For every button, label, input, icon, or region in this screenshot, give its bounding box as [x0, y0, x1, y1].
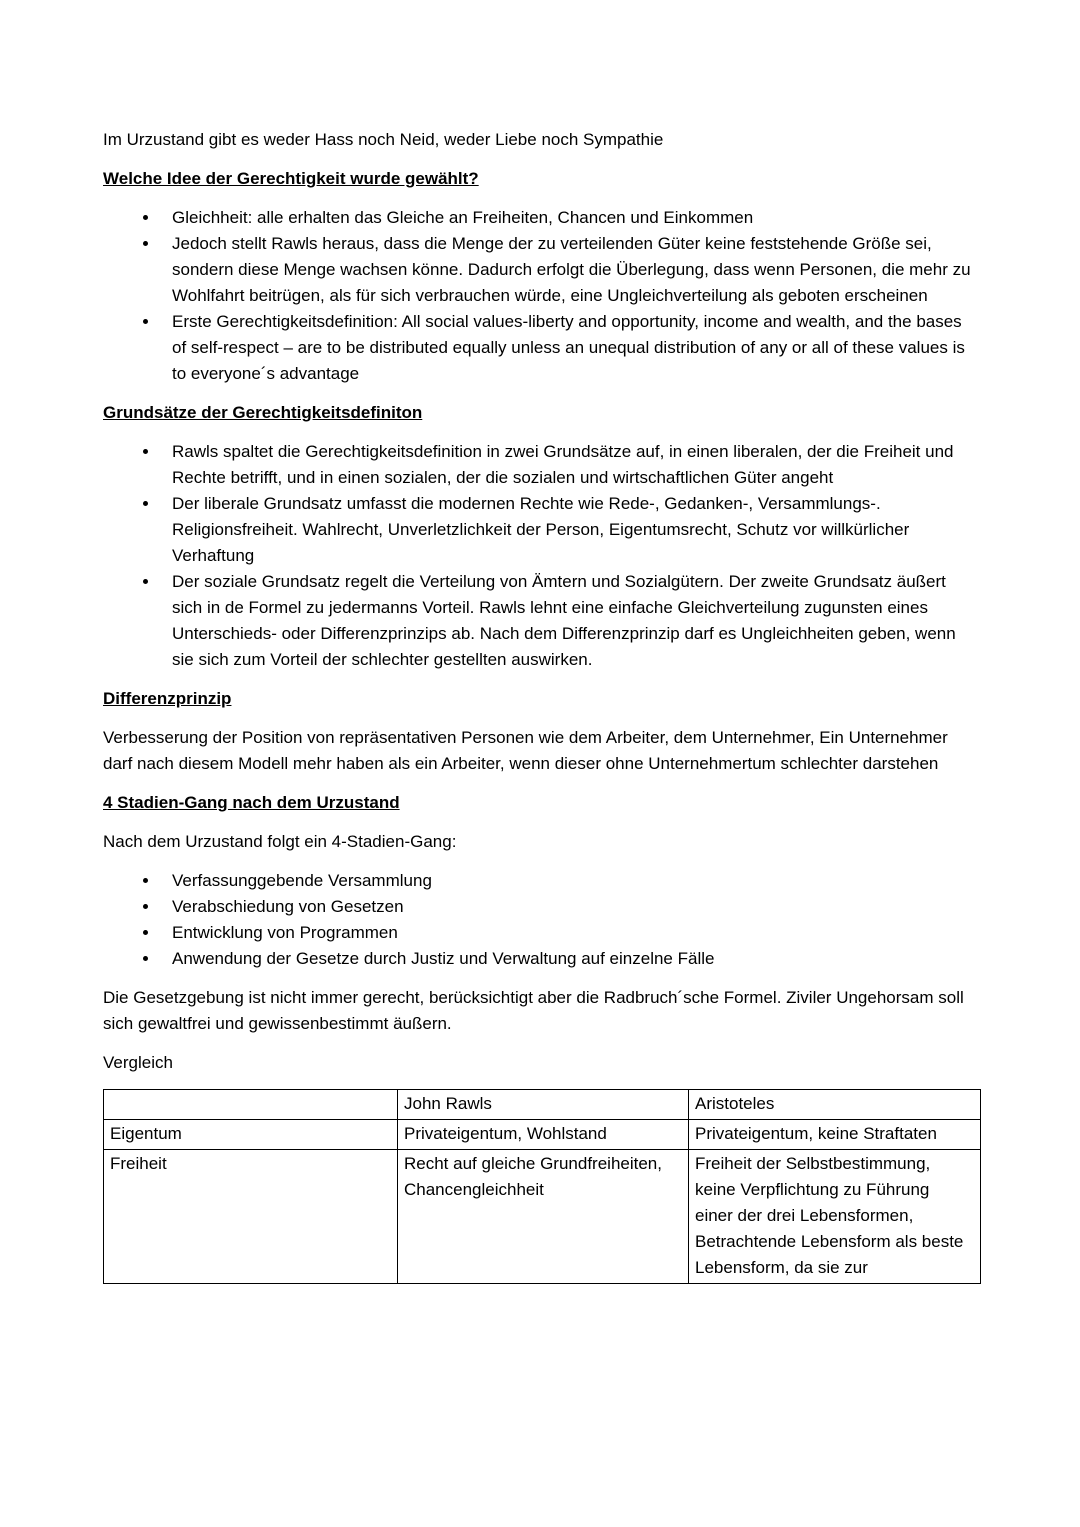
table-cell-aristoteles-freiheit: Freiheit der Selbstbestimmung, keine Verpflichtung zu Führung einer der drei Lebensformen, Betrachtende Lebensform als beste Lebensform, da sie zur [689, 1150, 981, 1284]
stadien-gang-intro: Nach dem Urzustand folgt ein 4-Stadien-Gang: [103, 832, 457, 851]
bullet-item: • Der liberale Grundsatz umfasst die modernen Rechte wie Rede-, Gedanken-, Versammlungs-. Religionsfreiheit. Wahlrecht, Unverletzlichkeit der Person, Eigentumsrecht, Schutz vor willkürlicher Verhaftung [160, 491, 980, 569]
table-header-aristoteles: Aristoteles [689, 1090, 981, 1120]
table-row-freiheit [104, 1150, 981, 1284]
bullet-item: • Gleichheit: alle erhalten das Gleiche an Freiheiten, Chancen und Einkommen [160, 205, 980, 231]
comparison-table [103, 1089, 981, 1284]
bullet-item: • Erste Gerechtigkeitsdefinition: All social values-liberty and opportunity, income and wealth, and the bases of self-respect – are to be distributed equally unless an unequal distribution of any or all of these values is to everyone´s advantage [160, 309, 980, 387]
table-header-rawls: John Rawls [398, 1090, 689, 1120]
bullet-list-idee [103, 205, 980, 387]
table-header-row [104, 1090, 981, 1120]
bullet-item: • Anwendung der Gesetze durch Justiz und Verwaltung auf einzelne Fälle [160, 946, 980, 972]
section-heading-stadien-gang: 4 Stadien-Gang nach dem Urzustand [103, 793, 400, 812]
bullet-item: • Rawls spaltet die Gerechtigkeitsdefinition in zwei Grundsätze auf, in einen liberalen, der die Freiheit und Rechte betrifft, und in einen sozialen, der die sozialen und wirtschaftlichen Güter angeht [160, 439, 980, 491]
table-row-eigentum [104, 1120, 981, 1150]
bullet-list-stadien-gang [103, 868, 980, 972]
table-cell-row-label: Eigentum [104, 1120, 398, 1150]
bullet-item: • Der soziale Grundsatz regelt die Verteilung von Ämtern und Sozialgütern. Der zweite Grundsatz äußert sich in de Formel zu jedermanns Vorteil. Rawls lehnt eine einfache Gleichverteilung zugunsten eines Unterschieds- oder Differenzprinzips ab. Nach dem Differenzprinzip darf es Ungleichheiten geben, wenn sie sich zum Vorteil der schlechter gestellten auswirken. [160, 569, 980, 673]
table-cell-aristoteles-eigentum: Privateigentum, keine Straftaten [689, 1120, 981, 1150]
section-heading-idee-der-gerechtigkeit: Welche Idee der Gerechtigkeit wurde gewählt? [103, 169, 479, 188]
intro-paragraph: Im Urzustand gibt es weder Hass noch Neid, weder Liebe noch Sympathie [103, 130, 664, 149]
table-cell-rawls-eigentum: Privateigentum, Wohlstand [398, 1120, 689, 1150]
section-heading-grundsaetze: Grundsätze der Gerechtigkeitsdefiniton [103, 403, 423, 422]
bullet-item: • Verfassunggebende Versammlung [160, 868, 980, 894]
differenzprinzip-paragraph: Verbesserung der Position von repräsentativen Personen wie dem Arbeiter, dem Unternehmer, Ein Unternehmer darf nach diesem Modell mehr haben als ein Arbeiter, wenn dieser ohne Unternehmertum schlechter darstehen [103, 728, 948, 773]
table-cell-rawls-freiheit: Recht auf gleiche Grundfreiheiten, Chancengleichheit [398, 1150, 689, 1284]
gesetzgebung-paragraph: Die Gesetzgebung ist nicht immer gerecht, berücksichtigt aber die Radbruch´sche Formel. Ziviler Ungehorsam soll sich gewaltfrei und gewissenbestimmt äußern. [103, 988, 964, 1033]
bullet-item: • Jedoch stellt Rawls heraus, dass die Menge der zu verteilenden Güter keine feststehende Größe sei, sondern diese Menge wachsen könne. Dadurch erfolgt die Überlegung, dass wenn Personen, die mehr zu Wohlfahrt beitrügen, als für sich verbrauchen würde, eine Ungleichverteilung als geboten erscheinen [160, 231, 980, 309]
bullet-list-grundsaetze [103, 439, 980, 673]
table-cell-row-label: Freiheit [104, 1150, 398, 1284]
bullet-item: • Verabschiedung von Gesetzen [160, 894, 980, 920]
bullet-item: • Entwicklung von Programmen [160, 920, 980, 946]
table-header-empty-cell [104, 1090, 398, 1120]
comparison-label: Vergleich [103, 1053, 173, 1072]
section-heading-differenzprinzip: Differenzprinzip [103, 689, 232, 708]
